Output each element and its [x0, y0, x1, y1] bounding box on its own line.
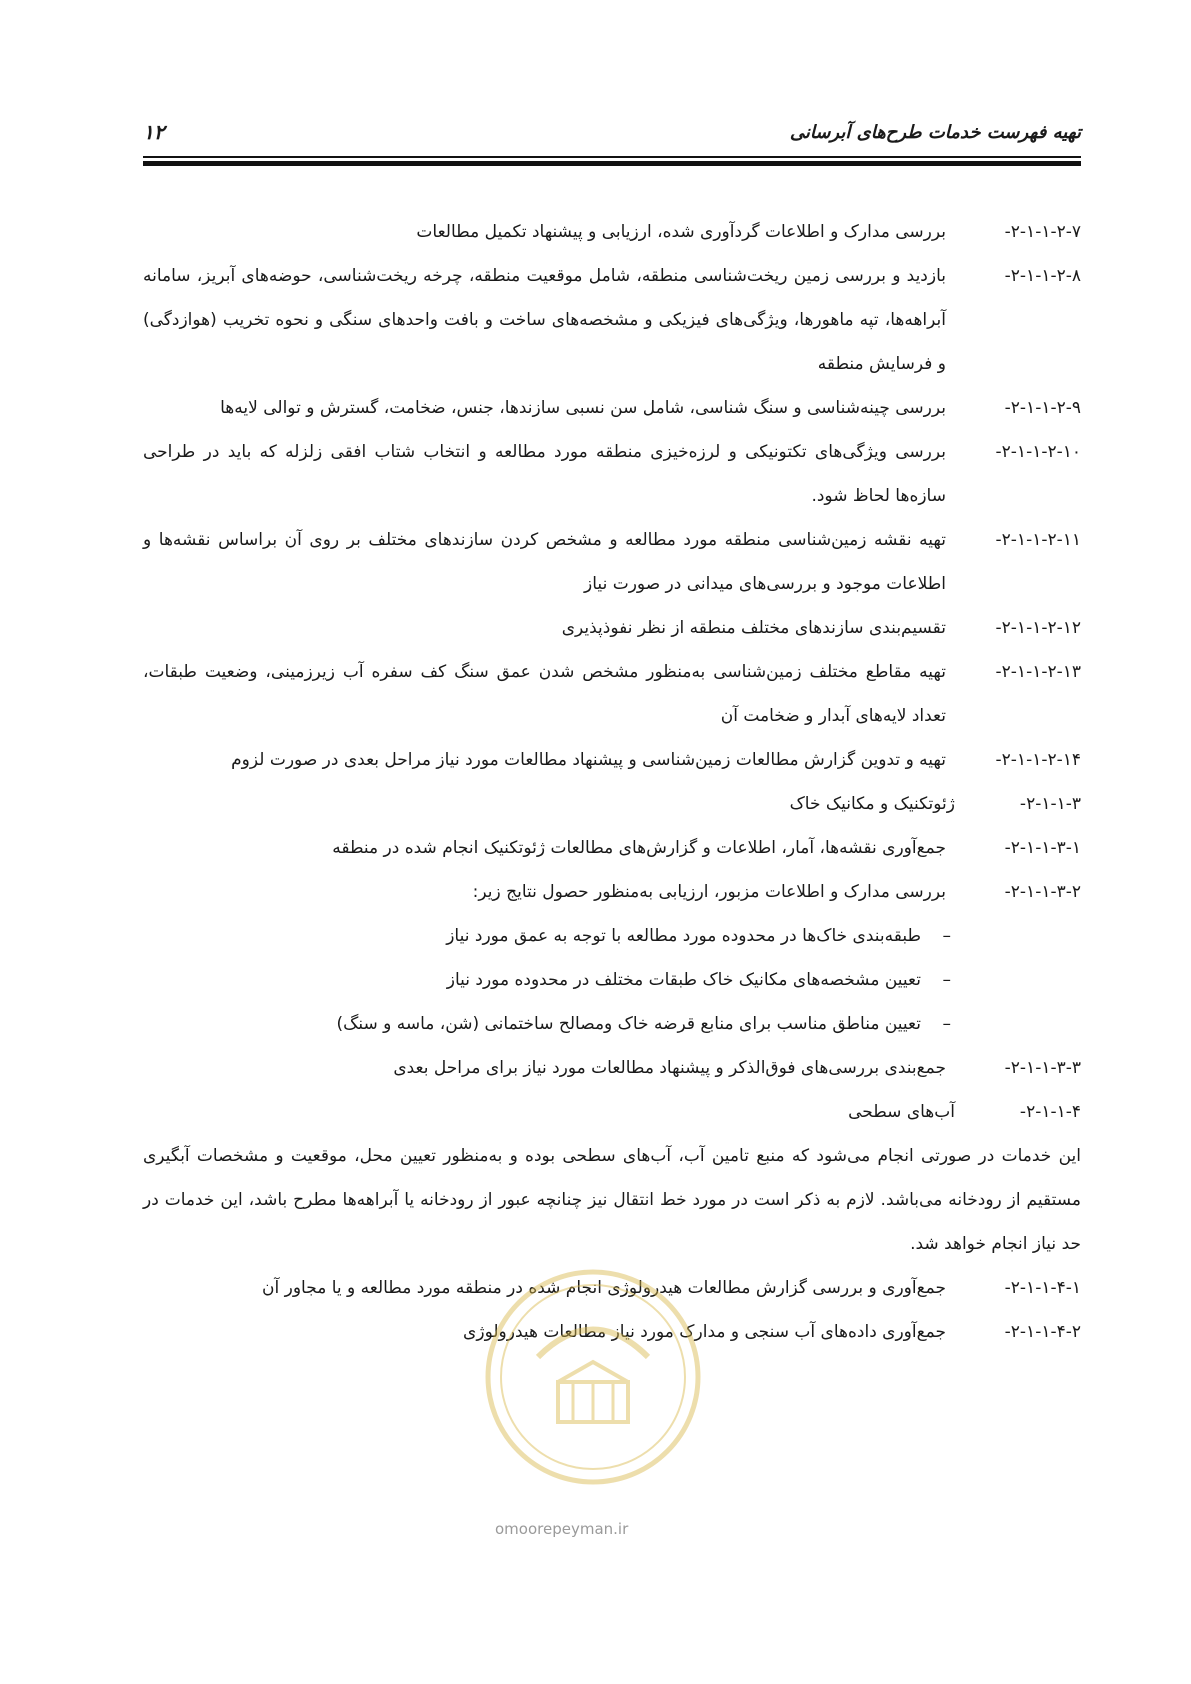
item-text: بررسی مدارک و اطلاعات گردآوری شده، ارزیابی و پیشنهاد تکمیل مطالعات — [416, 222, 946, 242]
header-rule-thick — [143, 161, 1081, 166]
list-item — [143, 386, 1081, 430]
item-text: جمع‌آوری نقشه‌ها، آمار، اطلاعات و گزارش‌های مطالعات ژئوتکنیک انجام شده در منطقه — [332, 838, 946, 858]
header-title: تهیه فهرست خدمات طرح‌های آبرسانی — [789, 122, 1081, 143]
item-text: تهیه مقاطع مختلف زمین‌شناسی به‌منظور مشخص شدن عمق سنگ کف سفره آب زیرزمینی، وضعیت طبقات، تعداد لایه‌های آبدار و ضخامت آن — [143, 662, 946, 726]
bullet-text: تعیین مشخصه‌های مکانیک خاک طبقات مختلف در محدوده مورد نیاز — [446, 970, 921, 990]
list-item — [143, 254, 1081, 386]
bullet-item — [143, 914, 1081, 958]
intro-paragraph: این خدمات در صورتی انجام می‌شود که منبع تامین آب، آب‌های سطحی بوده و به‌منظور تعیین محل، موقعیت و مشخصات آبگیری مستقیم از رودخانه می‌باشد. لازم به ذکر است در مورد خط انتقال نیز چنانچه عبور از رودخانه یا آبراهه‌ها مطرح باشد، این خدمات در حد نیاز انجام خواهد شد. — [143, 1146, 1081, 1254]
item-text: جمع‌بندی بررسی‌های فوق‌الذکر و پیشنهاد مطالعات مورد نیاز برای مراحل بعدی — [393, 1058, 946, 1078]
list-item — [143, 606, 1081, 650]
item-number: ۲-۱-۱-۲-۷- — [1004, 222, 1081, 242]
page-number: ۱۲ — [143, 120, 165, 144]
section-heading-geotechnics — [143, 782, 1081, 826]
section-number: ۲-۱-۱-۳- — [1019, 794, 1081, 814]
list-item — [143, 826, 1081, 870]
item-text: تقسیم‌بندی سازندهای مختلف منطقه از نظر نفوذپذیری — [561, 618, 946, 638]
watermark-logo-icon — [478, 1262, 708, 1492]
item-text: بررسی چینه‌شناسی و سنگ شناسی، شامل سن نسبی سازندها، جنس، ضخامت، گسترش و توالی لایه‌ها — [220, 398, 946, 418]
document-body — [143, 210, 1081, 1354]
item-text: تهیه نقشه زمین‌شناسی منطقه مورد مطالعه و مشخص کردن سازندهای مختلف بر روی آن براساس نقشه‌ها و اطلاعات موجود و بررسی‌های میدانی در صورت نیاز — [143, 530, 946, 594]
list-item — [143, 870, 1081, 914]
item-text: بررسی مدارک و اطلاعات مزبور، ارزیابی به‌منظور حصول نتایج زیر: — [472, 882, 946, 902]
list-item — [143, 738, 1081, 782]
bullet-dash: – — [942, 970, 951, 990]
item-text: بازدید و بررسی زمین ریخت‌شناسی منطقه، شامل موقعیت منطقه، چرخه ریخت‌شناسی، حوضه‌های آبریز، سامانه آبراهه‌ها، تپه ماهورها، ویژگی‌های فیزیکی و مشخصه‌های ساخت و بافت واحدهای سنگی و نحوه تخریب (هوازدگی) و فرسایش منطقه — [143, 266, 946, 374]
list-item — [143, 210, 1081, 254]
item-number: ۲-۱-۱-۲-۱۳- — [995, 662, 1081, 682]
item-number: ۲-۱-۱-۴-۲- — [1004, 1322, 1081, 1342]
header-rule-thin — [143, 156, 1081, 158]
item-number: ۲-۱-۱-۲-۸- — [1004, 266, 1081, 286]
bullet-text: تعیین مناطق مناسب برای منابع قرضه خاک ومصالح ساختمانی (شن، ماسه و سنگ) — [336, 1014, 921, 1034]
item-number: ۲-۱-۱-۴-۱- — [1004, 1278, 1081, 1298]
item-text: جمع‌آوری داده‌های آب سنجی و مدارک مورد نیاز مطالعات هیدرولوژی — [463, 1322, 946, 1342]
item-number: ۲-۱-۱-۳-۲- — [1004, 882, 1081, 902]
watermark-url: omoorepeyman.ir — [495, 1520, 629, 1538]
item-text: تهیه و تدوین گزارش مطالعات زمین‌شناسی و پیشنهاد مطالعات مورد نیاز مراحل بعدی در صورت لزوم — [231, 750, 946, 770]
list-geotechnics — [143, 826, 1081, 914]
list-item — [143, 518, 1081, 606]
item-number: ۲-۱-۱-۳-۱- — [1004, 838, 1081, 858]
section-title: ژئوتکنیک و مکانیک خاک — [789, 794, 955, 814]
item-number: ۲-۱-۱-۲-۱۱- — [995, 530, 1081, 550]
bullet-dash: – — [942, 1014, 951, 1034]
item-number: ۲-۱-۱-۲-۹- — [1004, 398, 1081, 418]
section-number: ۲-۱-۱-۴- — [1019, 1102, 1081, 1122]
section-heading-surface-water — [143, 1090, 1081, 1134]
list-item — [143, 650, 1081, 738]
list-item — [143, 1046, 1081, 1090]
item-text: جمع‌آوری و بررسی گزارش مطالعات هیدرولوژی انجام شده در منطقه مورد مطالعه و یا مجاور آن — [262, 1278, 946, 1298]
bullet-list — [143, 914, 1081, 1046]
item-number: ۲-۱-۱-۲-۱۲- — [995, 618, 1081, 638]
page-header — [143, 118, 1081, 152]
list-geotechnics-summary — [143, 1046, 1081, 1090]
bullet-item — [143, 958, 1081, 1002]
bullet-item — [143, 1002, 1081, 1046]
bullet-dash: – — [942, 926, 951, 946]
bullet-text: طبقه‌بندی خاک‌ها در محدوده مورد مطالعه با توجه به عمق مورد نیاز — [446, 926, 921, 946]
section-title: آب‌های سطحی — [848, 1102, 955, 1122]
item-number: ۲-۱-۱-۲-۱۰- — [995, 442, 1081, 462]
list-item — [143, 430, 1081, 518]
item-text: بررسی ویژگی‌های تکتونیکی و لرزه‌خیزی منطقه مورد مطالعه و انتخاب شتاب افقی زلزله که باید در طراحی سازه‌ها لحاظ شود. — [143, 442, 946, 506]
list-geology — [143, 210, 1081, 782]
item-number: ۲-۱-۱-۲-۱۴- — [995, 750, 1081, 770]
item-number: ۲-۱-۱-۳-۳- — [1004, 1058, 1081, 1078]
